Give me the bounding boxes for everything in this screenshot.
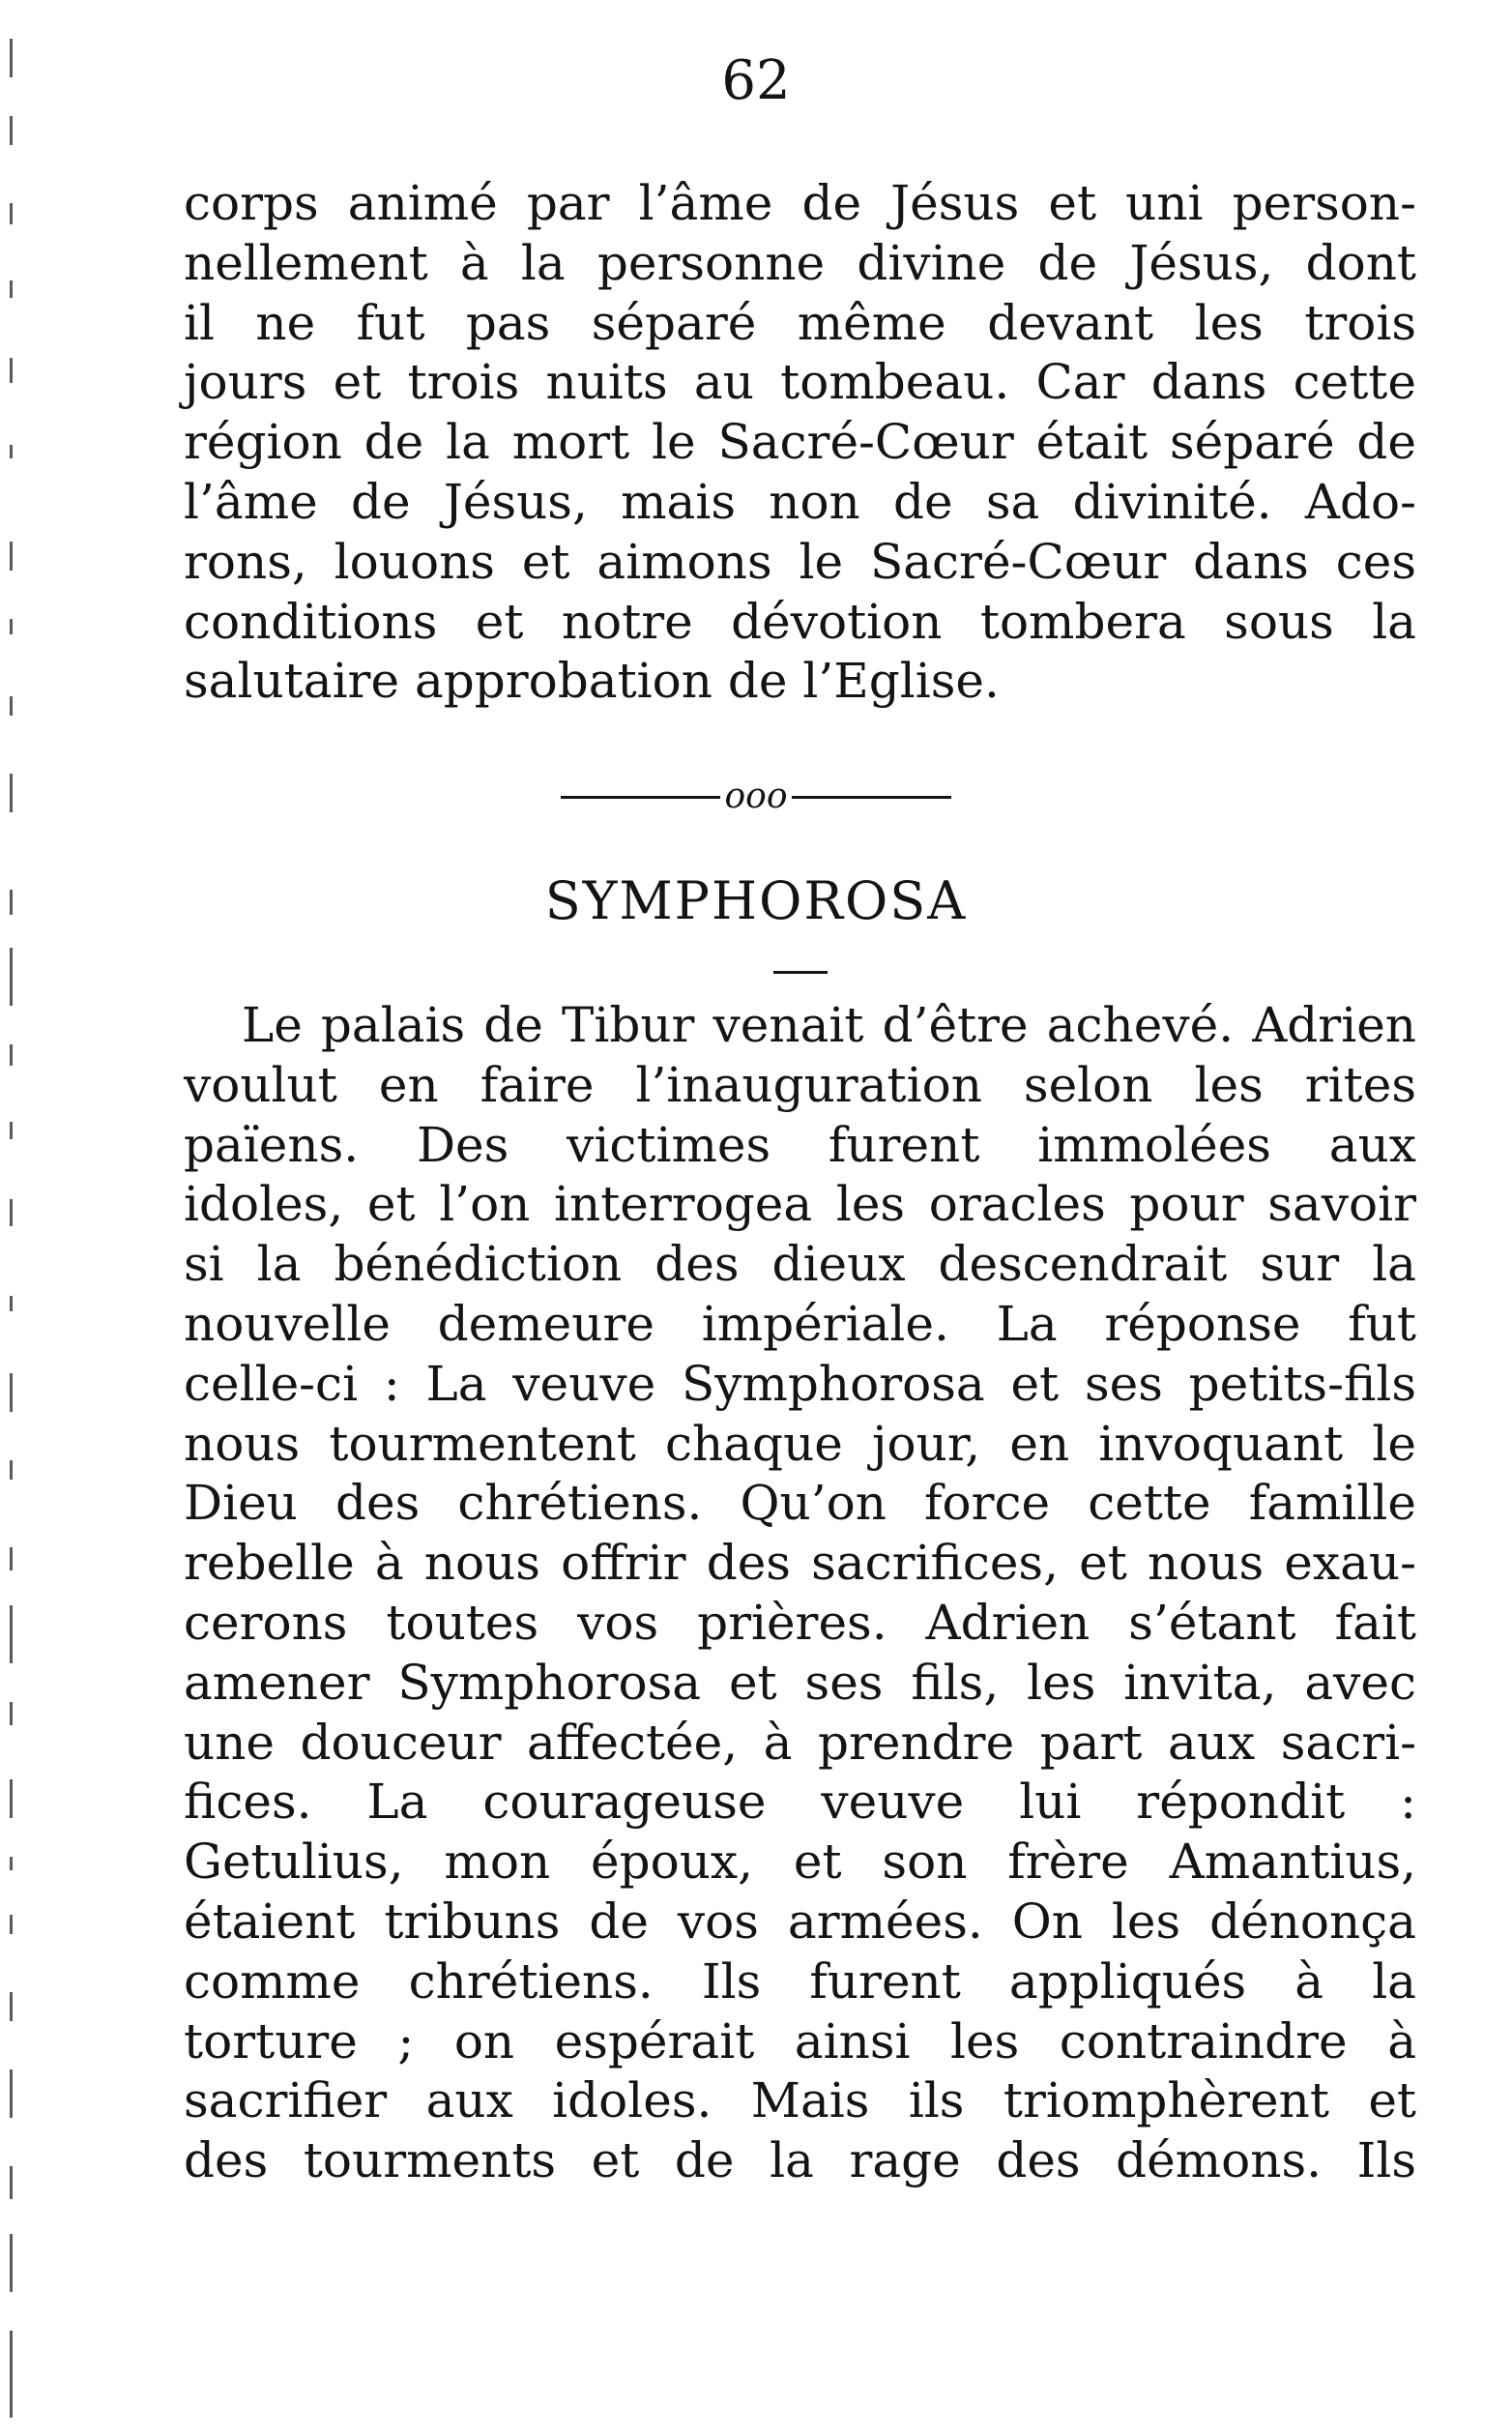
- text-line: corps animé par l’âme de Jésus et uni person-: [184, 175, 1416, 231]
- text-line: sacrifier aux idoles. Mais ils triomphèrent et: [184, 2072, 1416, 2129]
- text-line: l’âme de Jésus, mais non de sa divinité. Ado-: [184, 473, 1416, 530]
- title-underline: [773, 971, 828, 974]
- text-line: des tourments et de la rage des démons. Ils: [184, 2132, 1416, 2189]
- text-line: Dieu des chrétiens. Qu’on force cette famille: [184, 1475, 1416, 1532]
- text-line: étaient tribuns de vos armées. On les dénonça: [184, 1893, 1416, 1950]
- text-line: voulut en faire l’inauguration selon les rites: [184, 1056, 1416, 1113]
- separator-rule-right: [792, 796, 951, 799]
- separator-ornament: ooo: [724, 777, 788, 816]
- text-line: païens. Des victimes furent immolées aux: [184, 1116, 1416, 1173]
- text-line: rebelle à nous offrir des sacrifices, et nous exau-: [184, 1535, 1416, 1592]
- separator-rule-left: [561, 796, 720, 799]
- text-line: comme chrétiens. Ils furent appliqués à la: [184, 1952, 1416, 2010]
- page-number: 62: [721, 49, 791, 112]
- text-line: si la bénédiction des dieux descendrait sur la: [184, 1236, 1416, 1293]
- text-line: Le palais de Tibur venait d’être achevé. Adrien: [242, 997, 1416, 1053]
- text-line: conditions et notre dévotion tombera sous la: [184, 593, 1416, 650]
- text-line: celle-ci : La veuve Symphorosa et ses petits-fils: [184, 1355, 1416, 1412]
- text-line: rons, louons et aimons le Sacré-Cœur dans ces: [184, 533, 1416, 590]
- text-line: Getulius, mon époux, et son frère Amantius,: [184, 1834, 1416, 1891]
- text-line: cerons toutes vos prières. Adrien s’étant fait: [184, 1594, 1416, 1651]
- paragraph-symphorosa: [184, 996, 1416, 2191]
- text-line: nellement à la personne divine de Jésus, dont: [184, 234, 1416, 291]
- text-line: nous tourmentent chaque jour, en invoquant le: [184, 1415, 1416, 1472]
- section-separator: [0, 774, 1512, 818]
- text-line: salutaire approbation de l’Eglise.: [184, 653, 1000, 710]
- section-title: SYMPHOROSA: [544, 870, 968, 931]
- text-line: fices. La courageuse veuve lui répondit :: [184, 1774, 1416, 1831]
- text-line: amener Symphorosa et ses fils, les invita, avec: [184, 1654, 1416, 1711]
- text-line: jours et trois nuits au tombeau. Car dans cette: [184, 354, 1416, 411]
- text-line: une douceur affectée, à prendre part aux sacri-: [184, 1714, 1416, 1771]
- text-line: torture ; on espérait ainsi les contraindre à: [184, 2012, 1416, 2069]
- text-line: région de la mort le Sacré-Cœur était séparé de: [184, 414, 1416, 471]
- paragraph-continuation: [184, 174, 1416, 712]
- text-line: nouvelle demeure impériale. La réponse fut: [184, 1295, 1416, 1352]
- text-line: idoles, et l’on interrogea les oracles pour savoir: [184, 1176, 1416, 1233]
- text-line: il ne fut pas séparé même devant les trois: [184, 294, 1416, 351]
- scan-margin-marks: [10, 39, 15, 2427]
